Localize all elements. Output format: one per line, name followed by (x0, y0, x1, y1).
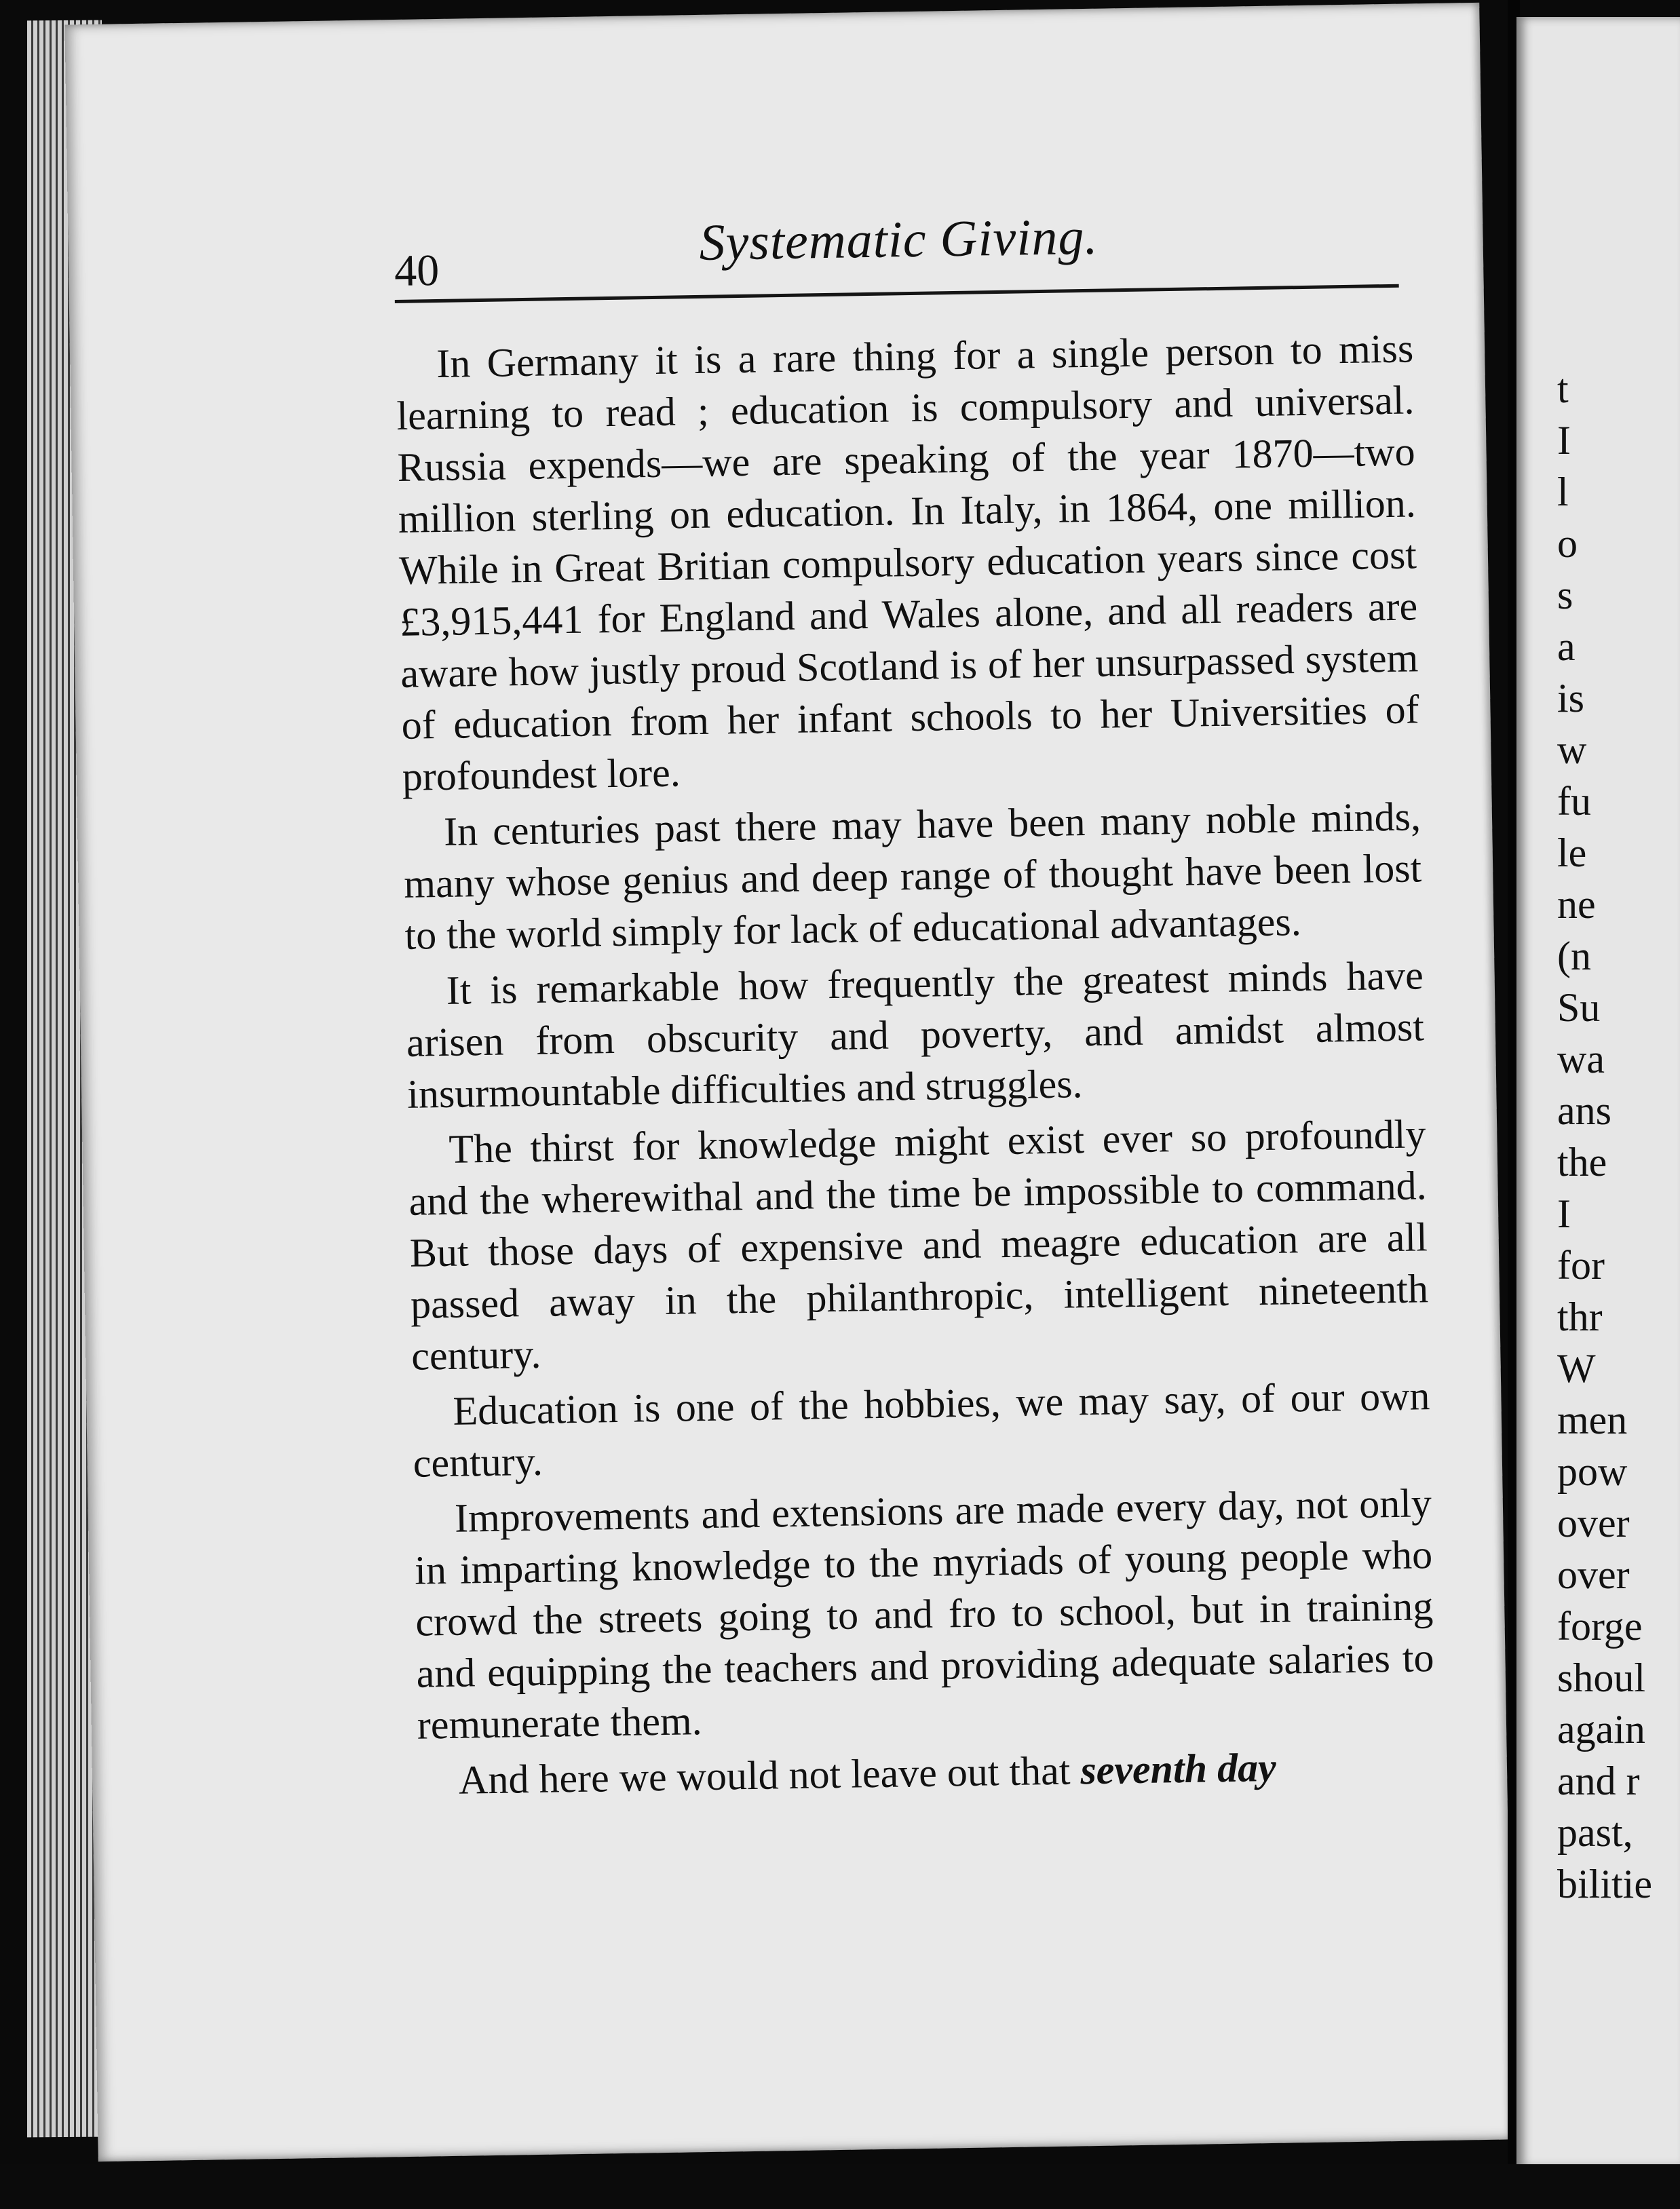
paragraph: In centuries past there may have been many noble minds, many whose genius and deep range of thought have been lost to the world simply for lack of educational advantages. (403, 794, 1422, 958)
facing-fragment: is (1557, 676, 1585, 721)
header-rule (395, 284, 1399, 303)
paragraph-last (418, 1739, 1436, 1807)
facing-fragment: ne (1557, 882, 1596, 927)
facing-fragment: thr (1557, 1294, 1603, 1339)
facing-fragment: fu (1557, 779, 1591, 824)
facing-fragment: wa (1557, 1037, 1605, 1081)
paragraph: The thirst for knowledge might exist ever so profoundly and the wherewithal and the time be impossible to command. But those days of expensive and meagre education are all passed away in the philanthropic, intelligent nineteenth century. (408, 1111, 1429, 1379)
facing-fragment: s (1557, 573, 1573, 617)
paragraph-lead: And here we would not leave out that (458, 1748, 1081, 1803)
body-text (396, 322, 1436, 1810)
facing-fragment: and r (1557, 1759, 1640, 1803)
facing-page-text (1557, 363, 1652, 1910)
facing-fragment: over (1557, 1501, 1630, 1545)
paragraph: Improvements and extensions are made every day, not only in imparting knowledge to the myriads of young people who crowd the streets going to and fro to school, but in training and equipping the teachers and providing adequate salaries to remunerate them. (414, 1480, 1434, 1748)
facing-fragment: over (1557, 1552, 1630, 1597)
emphasis-text: seventh day (1080, 1744, 1277, 1793)
page-header (319, 191, 1338, 296)
facing-fragment: past, (1557, 1810, 1633, 1855)
book-page (64, 3, 1512, 2162)
running-title: Systematic Giving. (698, 208, 1099, 271)
paragraph: Education is one of the hobbies, we may say, of our own century. (413, 1373, 1430, 1486)
facing-fragment: forge (1557, 1604, 1643, 1649)
facing-fragment: (n (1557, 934, 1591, 978)
facing-page (1516, 17, 1680, 2168)
facing-fragment: for (1557, 1243, 1605, 1288)
facing-fragment: the (1557, 1140, 1607, 1185)
facing-fragment: Su (1557, 985, 1601, 1030)
facing-fragment: t (1557, 366, 1569, 411)
facing-fragment: w (1557, 727, 1587, 772)
facing-fragment: W (1557, 1346, 1596, 1391)
facing-fragment: o (1557, 521, 1578, 566)
facing-fragment: le (1557, 830, 1587, 875)
scan-bottom-border (0, 2164, 1680, 2209)
facing-fragment: pow (1557, 1449, 1628, 1494)
facing-fragment: I (1557, 418, 1571, 463)
facing-fragment: I (1557, 1191, 1571, 1236)
facing-fragment: a (1557, 624, 1576, 669)
facing-fragment: bilitie (1557, 1862, 1652, 1906)
facing-fragment: ans (1557, 1088, 1611, 1133)
paragraph: In Germany it is a rare thing for a single person to miss learning to read ; education is compulsory and universal. Russia expends—we are speaking of the year 1870—two million sterling on education. In Italy, in 1864, one million. While in Great Britian compulsory education years since cost £3,915,441 for England and Wales alone, and all readers are aware how justly proud Scotland is of her unsurpassed system of education from her infant schools to her Universities of profoundest lore. (396, 326, 1419, 799)
facing-fragment: l (1557, 469, 1569, 514)
page-number: 40 (394, 245, 440, 296)
facing-fragment: again (1557, 1707, 1645, 1752)
facing-fragment: men (1557, 1398, 1628, 1442)
facing-fragment: shoul (1557, 1655, 1646, 1700)
paragraph: It is remarkable how frequently the greatest minds have arisen from obscurity and poverty, and amidst almost insurmountable difficulties and struggles. (406, 953, 1425, 1117)
